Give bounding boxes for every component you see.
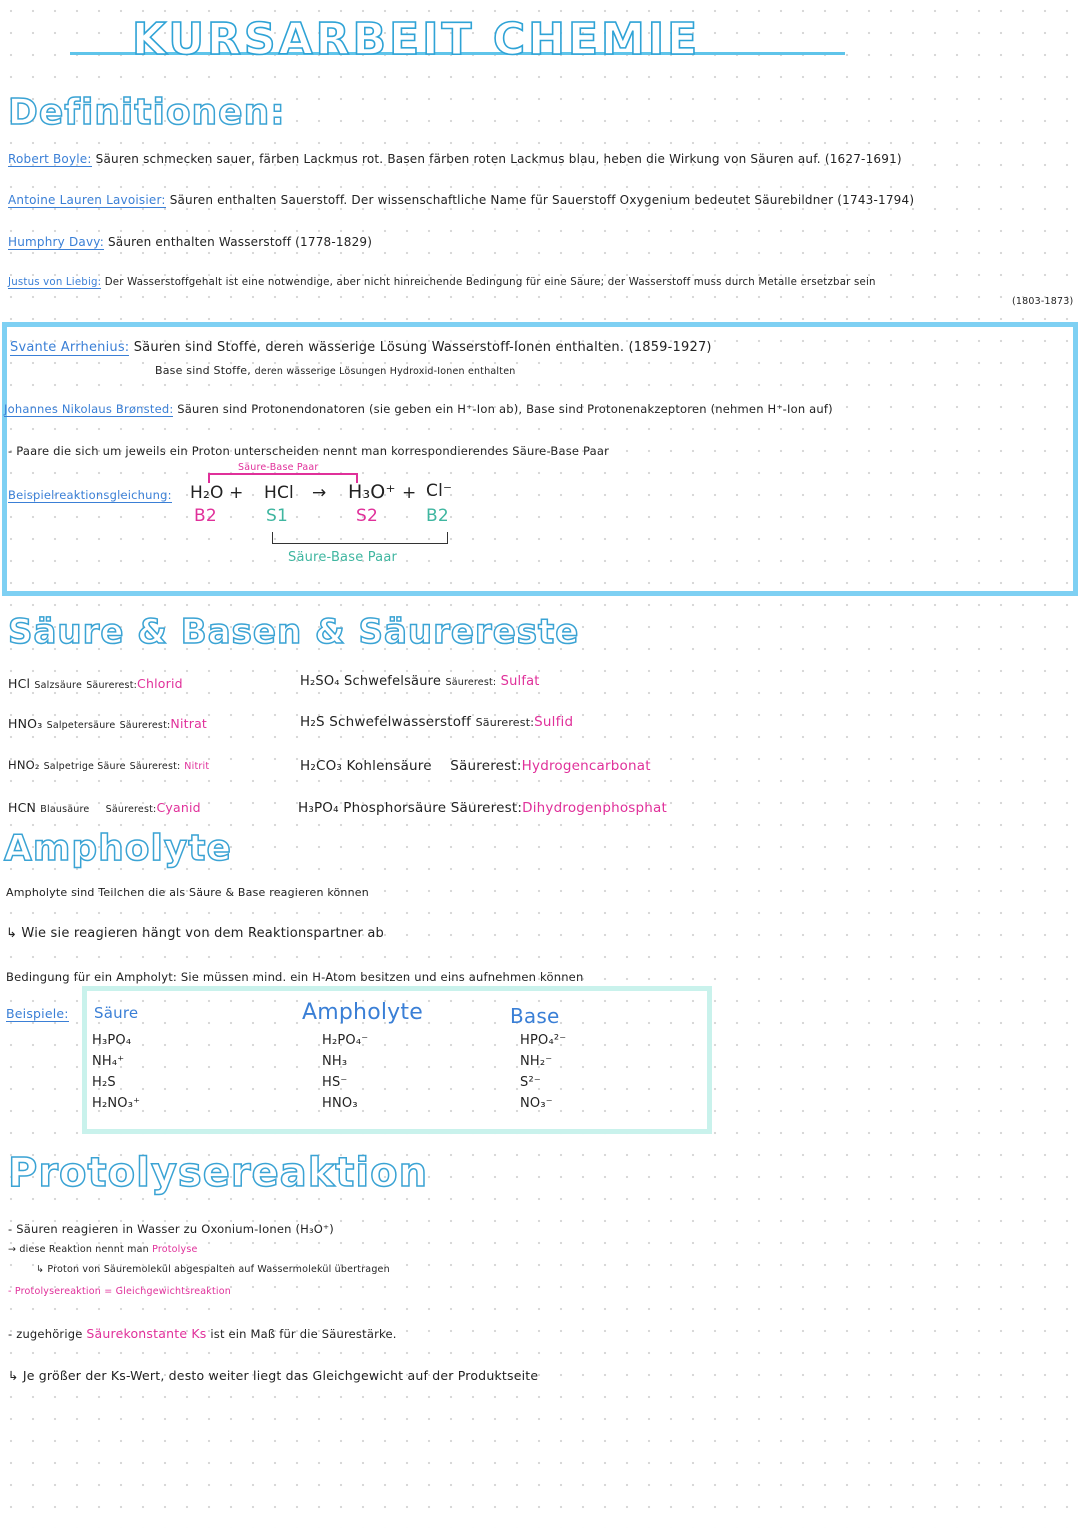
acid-name: Salpetersäure — [46, 720, 116, 731]
acid-row-h3po4 — [298, 800, 667, 816]
acid-rest: Nitrat — [170, 716, 208, 731]
list-item: NH₄⁺ — [92, 1054, 125, 1069]
equilibrium-term: Gleichgewichtsreaktion — [115, 1286, 231, 1297]
acid-rest-label: Säurerest: — [119, 720, 171, 731]
example-label: Beispielreaktionsgleichung: — [8, 488, 172, 502]
list-item: H₂PO₄⁻ — [322, 1033, 369, 1048]
liebig-years: (1803-1873) — [1012, 296, 1074, 307]
ampholyte-definition: Ampholyte sind Teilchen die als Säure & Base reagieren können — [6, 886, 369, 899]
acid-rest: Chlorid — [137, 676, 183, 691]
acid-rest-label: Säurerest: — [450, 758, 522, 774]
column-acid-header: Säure — [94, 1004, 139, 1022]
protolyse-term: Protolyse — [152, 1244, 198, 1255]
protolyse-line-5 — [8, 1326, 397, 1341]
label-s2: S2 — [356, 506, 379, 526]
protolyse-heading: Protolysereaktion — [8, 1150, 429, 1196]
label-s1: S1 — [266, 506, 289, 526]
ampholyte-acid-list — [92, 1030, 140, 1114]
arrhenius-base-b: deren wässerige Lösungen Hydroxid-Ionen enthalten — [254, 366, 516, 377]
equation-h2o: H₂O + — [190, 483, 244, 503]
acid-rest-label: Säurerest: — [86, 680, 138, 691]
acids-heading: Säure & Basen & Säurereste — [8, 612, 580, 652]
liebig-name: Justus von Liebig: — [8, 277, 102, 288]
acid-row-h2co3 — [300, 758, 651, 774]
arrhenius-base-a: Base sind Stoffe, — [155, 364, 251, 377]
acid-rest-label: Säurerest: — [475, 716, 535, 729]
list-item: HPO₄²⁻ — [520, 1033, 567, 1048]
equation-plus: + — [402, 483, 417, 503]
bronsted-text: Säuren sind Protonendonatoren (sie geben ein H⁺-Ion ab), Base sind Protonenakzeptoren (nehmen H⁺-Ion auf) — [177, 402, 833, 416]
equation-h3o: H₃O⁺ — [348, 481, 396, 503]
acid-rest: Nitrit — [184, 761, 210, 772]
acid-row-h2s — [300, 714, 573, 730]
davy-definition — [8, 235, 372, 249]
acid-name: Salpetrige Säure — [43, 761, 126, 772]
acid-rest-label: Säurerest: — [445, 677, 497, 688]
boyle-name: Robert Boyle: — [8, 152, 92, 166]
acid-name: Schwefelsäure — [344, 674, 442, 689]
lavoisier-name: Antoine Lauren Lavoisier: — [8, 193, 166, 207]
ampholyte-condition: Bedingung für ein Ampholyt: Sie müssen mind. ein H-Atom besitzen und eins aufnehmen können — [6, 970, 584, 984]
liebig-definition — [8, 277, 876, 288]
protolyse-line-5-c: ist ein Maß für die Säurestärke. — [210, 1327, 397, 1341]
arrhenius-text: Säuren sind Stoffe, deren wässerige Lösung Wasserstoff-Ionen enthalten. (1859-1927) — [133, 340, 712, 355]
acid-formula: H₃PO₄ — [298, 800, 339, 816]
pair-label-top: Säure-Base Paar — [238, 462, 319, 473]
boyle-definition — [8, 152, 902, 166]
acid-rest: Sulfid — [534, 714, 574, 730]
ampholyte-base-list — [520, 1030, 566, 1114]
list-item: NO₃⁻ — [520, 1096, 553, 1111]
ampholyte-reaction-note: ↳ Wie sie reagieren hängt von dem Reaktionspartner ab — [6, 926, 384, 941]
ampholyte-amph-list — [322, 1030, 368, 1114]
acid-name: Blausäure — [40, 804, 90, 815]
acid-row-hcl — [8, 676, 183, 691]
bronsted-definition — [4, 402, 833, 416]
liebig-text: Der Wasserstoffgehalt ist eine notwendige, aber nicht hinreichende Bedingung für eine Säure; der Wasserstoff muss durch Metalle ersetzbar sein — [104, 277, 876, 288]
acid-formula: H₂CO₃ — [300, 758, 343, 774]
acid-constant-term: Säurekonstante Ks — [86, 1326, 207, 1341]
acid-name: Schwefelwasserstoff — [329, 714, 472, 730]
page-title: KURSARBEIT CHEMIE — [132, 14, 701, 65]
acid-row-hno3 — [8, 716, 207, 731]
acid-formula: HCl — [8, 676, 31, 691]
acid-rest: Dihydrogenphosphat — [522, 800, 668, 816]
list-item: HS⁻ — [322, 1075, 348, 1090]
arrhenius-definition — [10, 340, 712, 355]
acid-row-h2so4 — [300, 674, 540, 689]
list-item: H₂S — [92, 1075, 116, 1090]
acid-formula: HCN — [8, 800, 37, 815]
pair-label-bottom: Säure-Base Paar — [288, 550, 398, 565]
acid-formula: H₂SO₄ — [300, 674, 340, 689]
acid-name: Phosphorsäure — [343, 800, 447, 816]
pairs-text: - Paare die sich um jeweils ein Proton unterscheiden nennt man korrespondierendes Säure-Base Paar — [8, 444, 610, 458]
examples-label: Beispiele: — [6, 1006, 69, 1021]
protolyse-line-3: ↳ Proton von Säuremolekül abgespalten auf Wassermolekül übertragen — [36, 1264, 390, 1275]
lavoisier-text: Säuren enthalten Sauerstoff. Der wissenschaftliche Name für Sauerstoff Oxygenium bedeutet Säurebildner (1743-1794) — [169, 193, 915, 207]
pair-bracket-bottom-right — [447, 532, 448, 544]
acid-rest-label: Säurerest: — [450, 800, 523, 816]
list-item: H₃PO₄ — [92, 1033, 132, 1048]
ampholyte-heading: Ampholyte — [4, 828, 232, 869]
acid-row-hno2 — [8, 758, 209, 772]
lavoisier-definition — [8, 193, 914, 207]
davy-name: Humphry Davy: — [8, 235, 104, 249]
column-base-header: Base — [510, 1004, 560, 1028]
protolyse-line-1: - Säuren reagieren in Wasser zu Oxonium-Ionen (H₃O⁺) — [8, 1222, 334, 1236]
protolyse-reaction-term: - Protolysereaktion = — [8, 1286, 113, 1297]
acid-name: Salzsäure — [34, 680, 83, 691]
acid-row-hcn — [8, 800, 201, 815]
acid-formula: H₂S — [300, 714, 325, 730]
protolyse-line-4 — [8, 1286, 231, 1297]
acid-formula: HNO₃ — [8, 716, 43, 731]
protolyse-line-6: ↳ Je größer der Ks-Wert, desto weiter liegt das Gleichgewicht auf der Produktseite — [8, 1368, 539, 1383]
boyle-text: Säuren schmecken sauer, färben Lackmus rot. Basen färben roten Lackmus blau, heben die Wirkung von Säuren auf. (1627-1691) — [95, 152, 902, 166]
acid-rest: Cyanid — [156, 800, 201, 815]
arrhenius-base-definition — [155, 364, 515, 377]
acid-rest-label: Säurerest: — [105, 804, 157, 815]
protolyse-line-2-text: → diese Reaktion nennt man — [8, 1244, 149, 1255]
column-ampholyte-header: Ampholyte — [302, 1000, 423, 1025]
equation-hcl: HCl — [264, 483, 294, 503]
acid-rest-label: Säurerest: — [129, 761, 181, 772]
arrhenius-name: Svante Arrhenius: — [10, 340, 130, 355]
list-item: H₂NO₃⁺ — [92, 1096, 141, 1111]
pair-bracket-top — [208, 473, 358, 475]
equation-cl: Cl⁻ — [426, 481, 453, 501]
list-item: NH₃ — [322, 1054, 348, 1069]
label-b2-left: B2 — [194, 506, 217, 526]
acid-formula: HNO₂ — [8, 758, 40, 772]
label-b2-right: B2 — [426, 506, 449, 526]
pair-bracket-top-left — [208, 473, 210, 483]
protolyse-line-2 — [8, 1244, 198, 1255]
definitions-heading: Definitionen: — [8, 92, 286, 133]
davy-text: Säuren enthalten Wasserstoff (1778-1829) — [107, 235, 373, 249]
list-item: HNO₃ — [322, 1096, 358, 1111]
bronsted-name: Johannes Nikolaus Brønsted: — [4, 402, 174, 416]
list-item: NH₂⁻ — [520, 1054, 553, 1069]
pair-bracket-bottom — [272, 543, 448, 544]
acid-name: Kohlensäure — [346, 758, 432, 774]
equation-arrow: → — [312, 483, 327, 503]
acid-rest: Sulfat — [500, 674, 540, 689]
acid-rest: Hydrogencarbonat — [521, 758, 651, 774]
protolyse-line-5-a: - zugehörige — [8, 1327, 83, 1341]
list-item: S²⁻ — [520, 1075, 541, 1090]
